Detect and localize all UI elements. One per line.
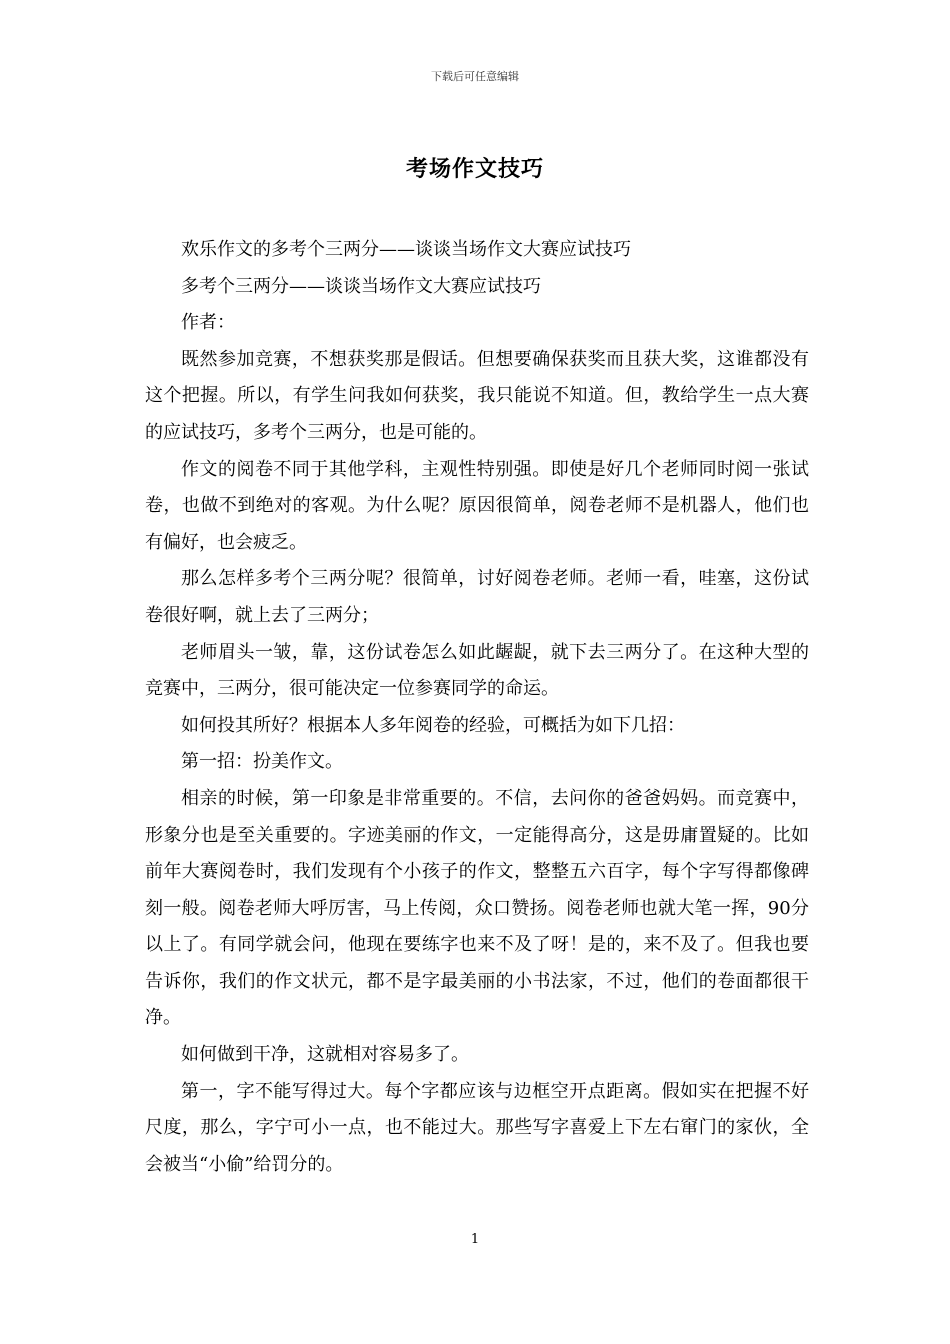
paragraph: 既然参加竞赛，不想获奖那是假话。但想要确保获奖而且获大奖，这谁都没有这个把握。所以，有学生问我如何获奖，我只能说不知道。但，教给学生一点大赛的应试技巧，多考个三两分，也是可能的。: [145, 348, 809, 443]
paragraph: 作文的阅卷不同于其他学科，主观性特别强。即使是好几个老师同时阅一张试卷，也做不到绝对的客观。为什么呢？原因很简单，阅卷老师不是机器人，他们也有偏好，也会疲乏。: [145, 458, 809, 553]
paragraph: 第一招：扮美作文。: [181, 751, 343, 773]
header-note: 下载后可任意编辑: [431, 70, 519, 83]
page-number: 1: [470, 1232, 480, 1247]
paragraph: 相亲的时候，第一印象是非常重要的。不信，去问你的爸爸妈妈。而竞赛中，形象分也是至关重要的。字迹美丽的作文，一定能得高分，这是毋庸置疑的。比如前年大赛阅卷时，我们发现有个小孩子的作文，整整五六百字，每个字写得都像碑刻一般。阅卷老师大呼厉害，马上传阅，众口赞扬。阅卷老师也就大笔一挥，90分以上了。有同学就会问，他现在要练字也来不及了呀！是的，来不及了。但我也要告诉你，我们的作文状元，都不是字最美丽的小书法家，不过，他们的卷面都很干净。: [145, 787, 809, 1029]
document-body: [145, 232, 809, 1183]
paragraph: 如何投其所好？根据本人多年阅卷的经验，可概括为如下几招：: [181, 714, 685, 736]
paragraph: 第一，字不能写得过大。每个字都应该与边框空开点距离。假如实在把握不好尺度，那么，字宁可小一点，也不能过大。那些写字喜爱上下左右窜门的家伙，全会被当“小偷”给罚分的。: [145, 1080, 809, 1175]
document-title: 考场作文技巧: [405, 156, 544, 182]
paragraph: 如何做到干净，这就相对容易多了。: [181, 1044, 469, 1066]
paragraph: 那么怎样多考个三两分呢？很简单，讨好阅卷老师。老师一看，哇塞，这份试卷很好啊，就上去了三两分；: [145, 568, 809, 626]
paragraph: 多考个三两分——谈谈当场作文大赛应试技巧: [181, 275, 541, 297]
paragraph: 老师眉头一皱，靠，这份试卷怎么如此龌龊，就下去三两分了。在这种大型的竞赛中，三两分，很可能决定一位参赛同学的命运。: [145, 641, 809, 700]
paragraph: 作者：: [181, 312, 235, 334]
paragraph: 欢乐作文的多考个三两分——谈谈当场作文大赛应试技巧: [181, 239, 631, 260]
